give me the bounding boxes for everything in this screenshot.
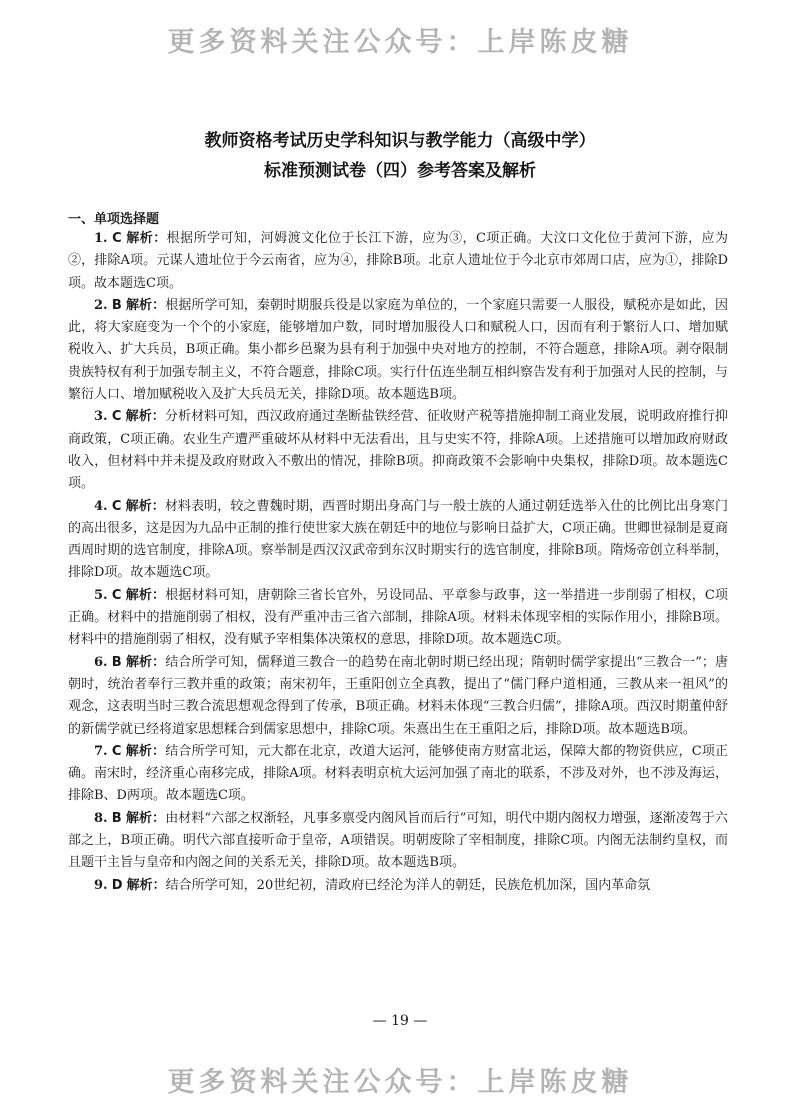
answer-list — [68, 228, 728, 897]
answer-letter: B — [111, 654, 122, 670]
analysis-label: 解析： — [125, 654, 166, 670]
analysis-label: 解析： — [126, 231, 167, 246]
answer-item — [68, 652, 728, 741]
answer-item — [68, 741, 728, 808]
analysis-label: 解析： — [125, 409, 165, 425]
analysis-text: 结合所学可知，20世纪初，清政府已经沦为洋人的朝廷，民族危机加深，国内革命氛 — [165, 877, 651, 893]
analysis-text: 根据材料可知，唐朝除三省长官外，另设同品、平章参与政事，这一举措进一步削弱了相权，C项正确。材料中的措施削弱了相权，没有严重冲击三省六部制，排除A项。材料未体现宰相的实际作用小，排除B项。材料中的措施削弱了相权，没有赋予宰相集体决策权的意思，排除D项。故本题选C项。 — [68, 587, 728, 648]
answer-letter: B — [111, 810, 122, 826]
answer-item — [68, 228, 728, 295]
analysis-text: 由材料“六部之权渐轻，凡事多禀受内阁风旨而后行”可知，明代中期内阁权力增强，逐渐凌驾于六部之上，B项正确。明代六部直接听命于皇帝，A项错误。明朝废除了宰相制度，排除C项。内阁无法制约皇权，而且题干主旨与皇帝和内阁之间的关系无关，排除D项。故本题选B项。 — [68, 810, 728, 871]
section-heading: 一、单项选择题 — [68, 212, 160, 227]
answer-letter: B — [111, 297, 122, 313]
question-number: 2. — [94, 297, 108, 313]
analysis-text: 分析材料可知，西汉政府通过垄断盐铁经营、征收财产税等措施抑制工商业发展，说明政府推行抑商政策，C项正确。农业生产遭严重破坏从材料中无法看出，且与史实不符，排除A项。上述措施可以增加政府财政收入，但材料中并未提及政府财政入不敷出的情况，排除B项。抑商政策不会影响中央集权，排除D项。故本题选C项。 — [68, 409, 728, 492]
analysis-text: 结合所学可知，元大都在北京，改道大运河，能够使南方财富北运，保障大都的物资供应，C项正确。南宋时，经济重心南移完成，排除A项。材料表明京杭大运河加强了南北的联系，不涉及对外，也不涉及海运，排除B、D两项。故本题选C项。 — [68, 743, 728, 804]
answer-letter: C — [111, 498, 122, 514]
answer-letter: C — [111, 587, 122, 603]
question-number: 3. — [94, 409, 108, 425]
question-number: 8. — [94, 810, 108, 826]
analysis-text: 根据所学可知，秦朝时期服兵役是以家庭为单位的，一个家庭只需要一人服役，赋税亦是如此，因此，将大家庭变为一个个的小家庭，能够增加户数，同时增加服役人口和赋税人口，因而有利于繁衍人口、增加赋税收入、扩大兵员，B项正确。集小都乡邑聚为县有利于加强中央对地方的控制，不符合题意，排除A项。剥夺限制贵族特权有利于加强专制主义，不符合题意，排除C项。实行什伍连坐制互相纠察告发有利于加强对人民的控制，与繁衍人口、增加赋税收入及扩大兵员无关，排除D项。故本题选B项。 — [68, 297, 728, 403]
question-number: 9. — [94, 877, 108, 893]
analysis-label: 解析： — [125, 810, 166, 826]
answer-letter: D — [111, 877, 123, 893]
analysis-label: 解析： — [125, 587, 166, 603]
page-number: — 19 — — [372, 1013, 428, 1029]
question-number: 6. — [94, 654, 108, 670]
analysis-text: 材料表明，较之曹魏时期，西晋时期出身高门与一般士族的人通过朝廷选举入仕的比例比出身寒门的高出很多，这是因为九品中正制的推行使世家大族在朝廷中的地位与影响日益扩大，C项正确。世卿世禄制是夏商西周时期的选官制度，排除A项。察举制是西汉汉武帝到东汉时期实行的选官制度，排除B项。隋炀帝创立科举制，排除D项。故本题选C项。 — [68, 498, 728, 581]
question-number: 4. — [94, 498, 108, 514]
answer-item — [68, 295, 728, 406]
watermark-top: 更多资料关注公众号：上岸陈皮糖 — [167, 27, 633, 58]
watermark-bottom: 更多资料关注公众号：上岸陈皮糖 — [167, 1067, 633, 1098]
document-title — [0, 126, 800, 186]
analysis-text: 结合所学可知，儒释道三教合一的趋势在南北朝时期已经出现；隋朝时儒学家提出“三教合一”；唐朝时，统治者奉行三教并重的政策；南宋初年，王重阳创立全真教，提出了“儒门释户道相通，三教从来一祖风”的观念，这表明当时三教合流思想观念得到了传承，B项正确。材料未体现“三教合归儒”，排除A项。西汉时期董仲舒的新儒学就已经将道家思想糅合到儒家思想中，排除C项。朱熹出生在王重阳之后，排除D项。故本题选B项。 — [68, 654, 728, 737]
answer-item — [68, 585, 728, 652]
analysis-label: 解析： — [126, 877, 166, 893]
question-number: 5. — [94, 587, 108, 603]
analysis-label: 解析： — [125, 743, 166, 759]
analysis-label: 解析： — [125, 498, 165, 514]
title-line-1: 教师资格考试历史学科知识与教学能力（高级中学） — [204, 131, 596, 151]
answer-item — [68, 406, 728, 495]
answer-letter: C — [112, 231, 122, 246]
answer-letter: C — [111, 743, 122, 759]
question-number: 7. — [94, 743, 108, 759]
answer-item — [68, 496, 728, 585]
answer-item — [68, 875, 728, 897]
analysis-text: 根据所学可知，河姆渡文化位于长江下游，应为③，C项正确。大汶口文化位于黄河下游，应为②，排除A项。元谋人遗址位于今云南省，应为④，排除B项。北京人遗址位于今北京市郊周口店，应为①，排除D项。故本题选C项。 — [68, 231, 729, 291]
analysis-label: 解析： — [125, 297, 166, 313]
answer-item — [68, 808, 728, 875]
question-number: 1. — [94, 231, 108, 246]
answer-letter: C — [111, 409, 122, 425]
title-line-2: 标准预测试卷（四）参考答案及解析 — [264, 161, 536, 181]
